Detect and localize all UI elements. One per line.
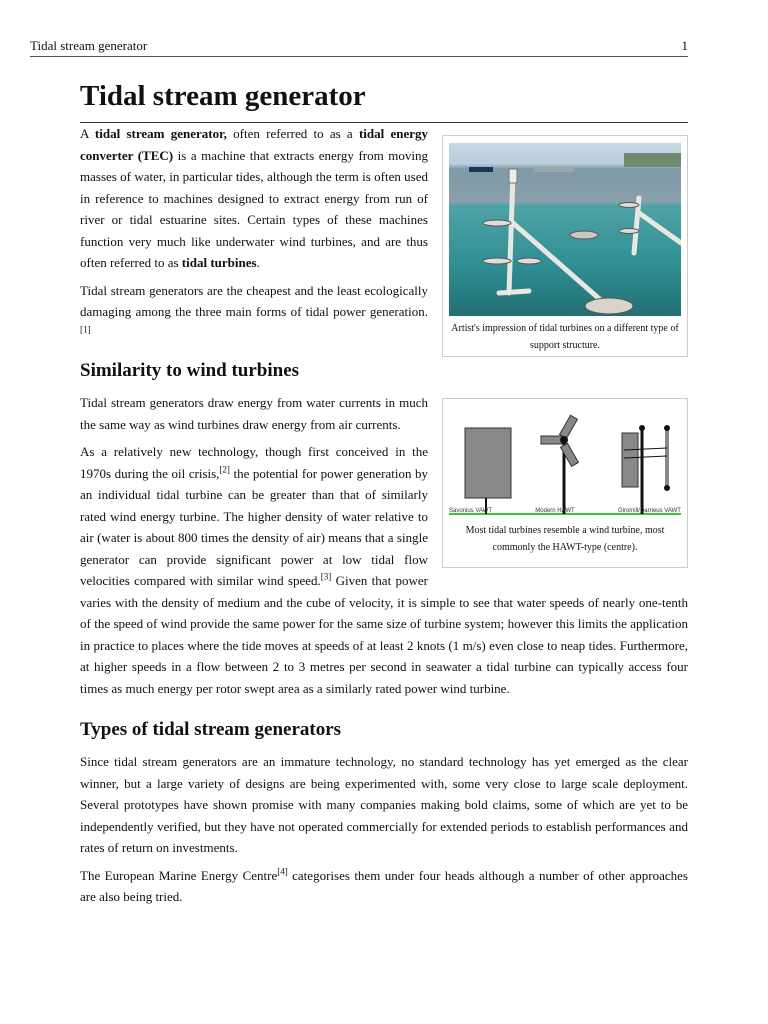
citation-link[interactable]: [3] [320,571,332,582]
citation-link[interactable]: [1] [80,324,91,335]
page-title: Tidal stream generator [80,76,688,123]
body-paragraph: As a relatively new technology, though first conceived in the 1970s during the oil crisis,[2] the potential for power generation by an individual tidal turbine can be greater than that of similarly rated wind energy turbine. The higher density of water relative to air (water is about 800 times the density of air) means that a single generator can provide significant power at low tidal flow velocities compared with similar wind speed.[3] Given that power varies with the density of medium and the cube of velocity, it is simple to see that water speeds of nearly one-tenth of the speed of wind provide the same power for the same size of turbine system; however this limits the application in practice to places where the tide moves at speeds of at least 2 knots (1 m/s) even close to neap tides. Furthermore, at higher speeds in a flow between 2 to 3 metres per second in seawater a tidal turbine can typically access four times as much energy per rotor swept area as a similarly rated power wind turbine. [80,444,688,696]
body-paragraph: Since tidal stream generators are an immature technology, no standard technology has yet emerged as the clear winner, but a large variety of designs are being experimented with, some very close to large scale deployment. Several prototypes have shown promise with many companies making bold claims, some of which are yet to be independently verified, but they have not operated commercially for extended periods to establish performances and rates of return on investments. [80,754,688,855]
diagram-label: Savonius VAWT [449,508,493,514]
figure-caption: Artist's impression of tidal turbines on a different type of support structure. [451,323,679,351]
diagram-label: Modern HAWT [535,508,575,514]
body-paragraph: Tidal stream generators draw energy from water currents in much the same way as wind turbines draw energy from air currents. [80,395,428,432]
intro-paragraph-2: Tidal stream generators are the cheapest and the least ecologically damaging among the three main forms of tidal power generation.[1] [80,282,428,335]
section-heading: Similarity to wind turbines [80,360,300,381]
page-number: 1 [681,38,688,53]
body-paragraph: The European Marine Energy Centre[4] categorises them under four heads although a number of other approaches are also being tried. [80,866,688,904]
citation-link[interactable]: [4] [277,866,288,877]
article [80,76,688,914]
section-heading: Types of tidal stream generators [80,719,342,740]
figure-wind-turbine-types [442,398,688,568]
citation-link[interactable]: [2] [219,464,230,475]
intro-paragraph: A tidal stream generator, often referred to as a tidal energy converter (TEC) is a machine that extracts energy from moving masses of water, in particular tides, although the term is often used in reference to machines designed to extract energy from run of river or tidal estuarine sites. Certain types of these machines function very much like underwater wind turbines, and are thus often referred to as tidal turbines. [80,126,429,270]
running-title: Tidal stream generator [30,38,148,53]
header-rule [30,56,688,57]
diagram-label: Giromill/Darrieus VAWT [617,508,681,514]
figure-caption: Most tidal turbines resemble a wind turbine, most commonly the HAWT-type (centre). [465,525,665,553]
figure-tidal-turbines [442,135,688,357]
turbine-types-diagram [449,406,681,518]
tidal-turbines-image [449,143,681,316]
running-header [30,38,688,54]
